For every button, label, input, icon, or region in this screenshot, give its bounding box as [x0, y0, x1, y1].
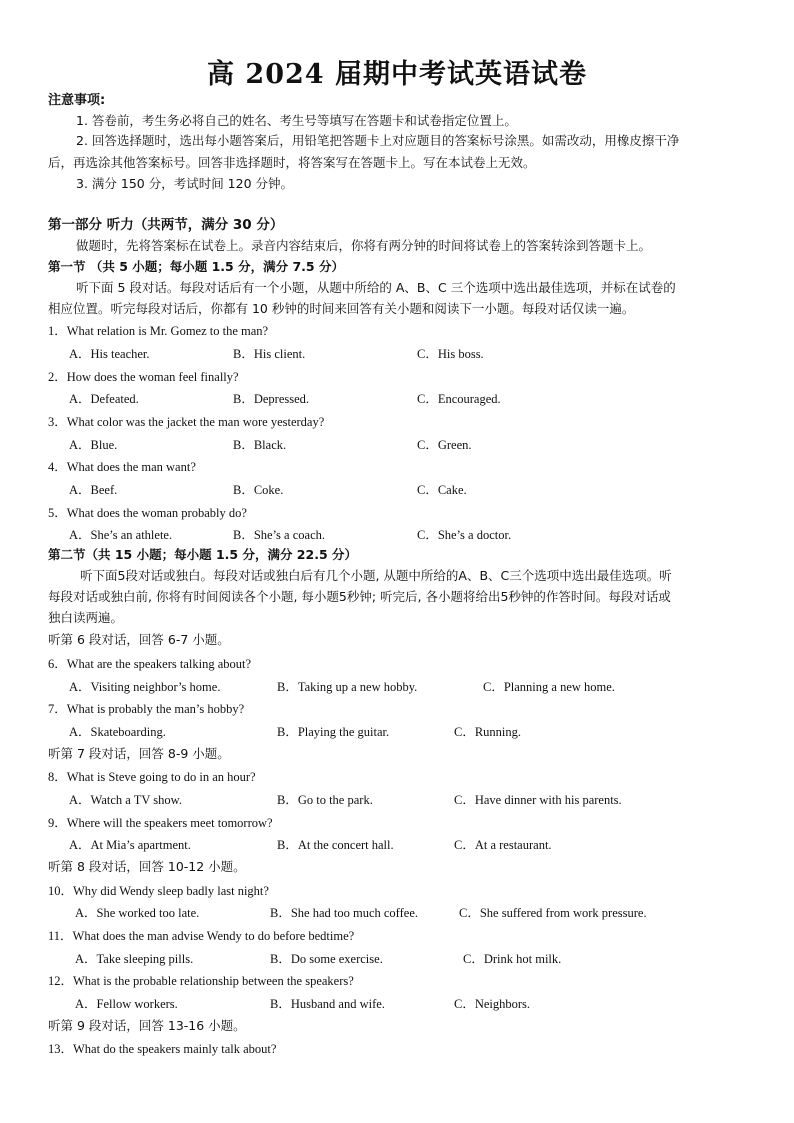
notice-item-2: 2. 回答选择题时，选出每小题答案后，用铅笔把答题卡上对应题目的答案标号涂黑。如需改动，用橡皮擦干净	[76, 133, 680, 148]
q11-option-c: C．Drink hot milk.	[463, 952, 562, 966]
q1-option-c: C．His boss.	[417, 347, 484, 361]
q11-option-b: B．Do some exercise.	[270, 952, 383, 966]
q11-option-a: A．Take sleeping pills.	[75, 952, 194, 966]
q7-option-b: B．Playing the guitar.	[277, 725, 390, 739]
q8-option-c: C．Have dinner with his parents.	[454, 793, 622, 807]
q10-option-c: C．She suffered from work pressure.	[459, 906, 647, 920]
question-12: 12．What is the probable relationship between the speakers?	[48, 974, 354, 988]
q2-option-b: B．Depressed.	[233, 392, 310, 406]
question-2: 2．How does the woman feel finally?	[48, 370, 239, 384]
q1-option-a: A．His teacher.	[69, 347, 150, 361]
q2-option-a: A．Defeated.	[69, 392, 139, 406]
q7-option-c: C．Running.	[454, 725, 522, 739]
notice-item-1: 1. 答卷前，考生务必将自己的姓名、考生号等填写在答题卡和试卷指定位置上。	[76, 113, 517, 128]
q8-option-a: A．Watch a TV show.	[69, 793, 182, 807]
q12-option-c: C．Neighbors.	[454, 997, 531, 1011]
section1-intro-2: 相应位置。听完每段对话后，你都有 10 秒钟的时间来回答有关小题和阅读下一小题。每段对话仅读一遍。	[48, 301, 635, 316]
notice-item-2-cont: 后，再选涂其他答案标号。回答非选择题时，将答案写在答题卡上。写在本试卷上无效。	[48, 155, 536, 170]
group-6-instruction: 听第 6 段对话，回答 6-7 小题。	[48, 632, 230, 647]
part1-intro: 做题时，先将答案标在试卷上。录音内容结束后，你将有两分钟的时间将试卷上的答案转涂到答题卡上。	[76, 238, 652, 253]
exam-title: 高 2024 届期中考试英语试卷	[207, 59, 587, 90]
q4-option-a: A．Beef.	[69, 483, 118, 497]
question-10: 10．Why did Wendy sleep badly last night?	[48, 884, 269, 898]
q5-option-c: C．She’s a doctor.	[417, 528, 512, 542]
question-5: 5．What does the woman probably do?	[48, 506, 247, 520]
group-8-instruction: 听第 8 段对话，回答 10-12 小题。	[48, 859, 246, 874]
q6-option-c: C．Planning a new home.	[483, 680, 615, 694]
question-4: 4．What does the man want?	[48, 460, 196, 474]
q3-option-a: A．Blue.	[69, 438, 118, 452]
section1-intro-1: 听下面 5 段对话。每段对话后有一个小题，从题中所给的 A、B、C 三个选项中选出最佳选项，并标在试卷的	[76, 280, 676, 295]
notice-item-3: 3. 满分 150 分，考试时间 120 分钟。	[76, 176, 294, 191]
section1-heading: 第一节 （共 5 小题；每小题 1.5 分，满分 7.5 分）	[48, 259, 344, 274]
group-7-instruction: 听第 7 段对话，回答 8-9 小题。	[48, 746, 230, 761]
q5-option-a: A．She’s an athlete.	[69, 528, 173, 542]
q1-option-b: B．His client.	[233, 347, 306, 361]
notice-heading: 注意事项:	[48, 93, 106, 108]
group-9-instruction: 听第 9 段对话，回答 13-16 小题。	[48, 1018, 246, 1033]
q3-option-b: B．Black.	[233, 438, 287, 452]
q12-option-a: A．Fellow workers.	[75, 997, 178, 1011]
q9-option-c: C．At a restaurant.	[454, 838, 552, 852]
question-8: 8．What is Steve going to do in an hour?	[48, 770, 256, 784]
question-13: 13．What do the speakers mainly talk about?	[48, 1042, 277, 1056]
q10-option-b: B．She had too much coffee.	[270, 906, 418, 920]
section2-heading: 第二节（共 15 小题；每小题 1.5 分，满分 22.5 分）	[48, 547, 357, 562]
section2-intro-3: 独白读两遍。	[48, 610, 124, 625]
question-9: 9．Where will the speakers meet tomorrow?	[48, 816, 273, 830]
q9-option-a: A．At Mia’s apartment.	[69, 838, 191, 852]
q12-option-b: B．Husband and wife.	[270, 997, 385, 1011]
q4-option-b: B．Coke.	[233, 483, 284, 497]
question-7: 7．What is probably the man’s hobby?	[48, 702, 245, 716]
question-3: 3．What color was the jacket the man wore yesterday?	[48, 415, 325, 429]
q10-option-a: A．She worked too late.	[75, 906, 200, 920]
q6-option-a: A．Visiting neighbor’s home.	[69, 680, 221, 694]
q3-option-c: C．Green.	[417, 438, 472, 452]
q2-option-c: C．Encouraged.	[417, 392, 501, 406]
q4-option-c: C．Cake.	[417, 483, 467, 497]
q5-option-b: B．She’s a coach.	[233, 528, 325, 542]
section2-intro-1: 听下面5段对话或独白。每段对话或独白后有几个小题, 从题中所给的A、B、C三个选项中选出最佳选项。听	[80, 568, 672, 583]
q6-option-b: B．Taking up a new hobby.	[277, 680, 418, 694]
question-11: 11．What does the man advise Wendy to do before bedtime?	[48, 929, 355, 943]
q8-option-b: B．Go to the park.	[277, 793, 373, 807]
q9-option-b: B．At the concert hall.	[277, 838, 394, 852]
section2-intro-2: 每段对话或独白前, 你将有时间阅读各个小题, 每小题5秒钟; 听完后, 各小题将给出5秒钟的作答时间。每段对话或	[48, 589, 671, 604]
question-6: 6．What are the speakers talking about?	[48, 657, 252, 671]
q7-option-a: A．Skateboarding.	[69, 725, 166, 739]
question-1: 1．What relation is Mr. Gomez to the man?	[48, 324, 269, 338]
part1-heading: 第一部分 听力（共两节，满分 30 分）	[48, 217, 284, 233]
